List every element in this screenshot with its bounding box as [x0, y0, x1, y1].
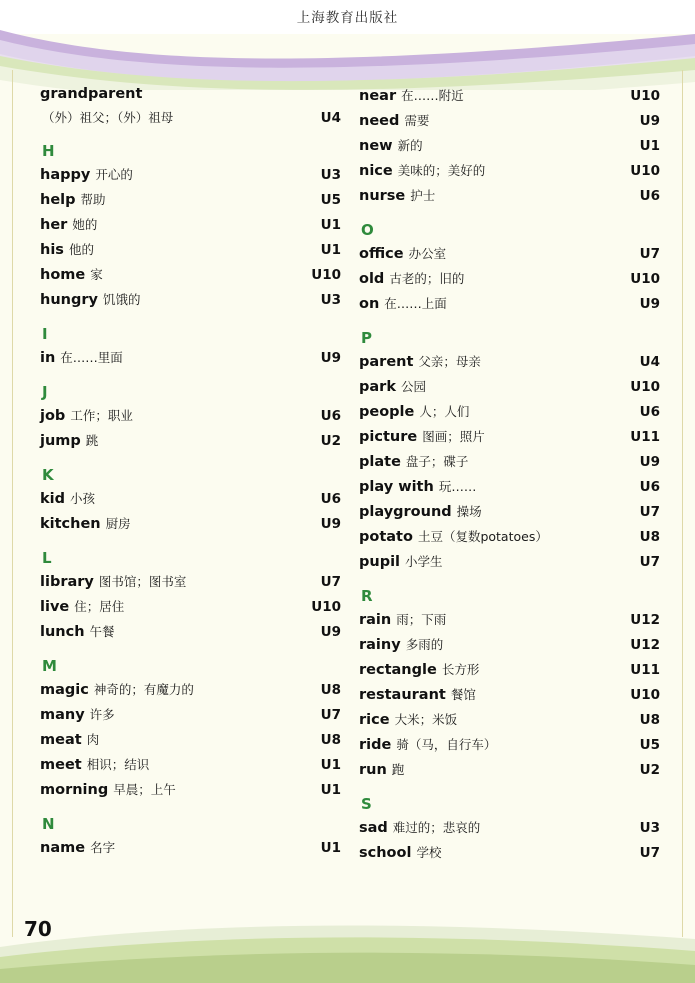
entry-word: parent — [359, 354, 414, 370]
entry-unit: U7 — [320, 707, 341, 723]
entry-word: meat — [40, 732, 82, 748]
entry-gloss: 新的 — [397, 138, 423, 153]
entry-word: morning — [40, 782, 109, 798]
entry-unit: U4 — [320, 110, 341, 126]
entry-word: plate — [359, 454, 401, 470]
entry-unit: U3 — [639, 820, 660, 836]
entry-unit: U9 — [639, 454, 660, 470]
entry-unit: U1 — [320, 840, 341, 856]
entry-word: pupil — [359, 554, 401, 570]
entry-gloss: 美味的；美好的 — [397, 163, 486, 178]
entry-gloss: 骑（马，自行车） — [396, 737, 497, 752]
entry-gloss: 住；居住 — [74, 599, 125, 614]
entry-unit: U12 — [630, 612, 660, 628]
glossary-entry — [40, 265, 341, 288]
entry-unit: U2 — [639, 762, 660, 778]
entry-unit: U9 — [320, 624, 341, 640]
entry-unit: U1 — [320, 217, 341, 233]
entry-word: ride — [359, 737, 392, 753]
entry-word: sad — [359, 820, 388, 836]
entry-gloss: 人；人们 — [419, 404, 470, 419]
entry-unit: U8 — [639, 529, 660, 545]
entry-word: kid — [40, 491, 65, 507]
entry-gloss: 办公室 — [408, 246, 447, 261]
glossary-entry — [40, 190, 341, 213]
entry-unit: U9 — [320, 516, 341, 532]
entry-unit: U10 — [630, 379, 660, 395]
glossary-entry — [359, 685, 660, 708]
entry-gloss: 开心的 — [95, 167, 133, 182]
entry-gloss: 玩…… — [438, 479, 477, 494]
bottom-swoosh-icon — [0, 913, 695, 983]
entry-gloss: 多雨的 — [405, 637, 444, 652]
entry-word: rectangle — [359, 662, 437, 678]
entry-word: nurse — [359, 188, 406, 204]
glossary-entry — [40, 514, 341, 537]
entry-gloss: 图画；照片 — [422, 429, 485, 444]
glossary-entry — [359, 735, 660, 758]
glossary-entry — [359, 552, 660, 575]
entry-unit: U6 — [320, 491, 341, 507]
entry-word: picture — [359, 429, 418, 445]
top-swoosh-icon — [0, 0, 695, 90]
glossary-entry — [40, 290, 341, 313]
glossary-entry — [359, 111, 660, 134]
entry-gloss: 她的 — [72, 217, 98, 232]
entry-unit: U7 — [639, 845, 660, 861]
glossary-entry — [40, 572, 341, 595]
glossary-entry — [359, 527, 660, 550]
glossary-entry — [40, 780, 341, 803]
letter-heading-r: R — [361, 587, 373, 605]
entry-unit: U9 — [639, 113, 660, 129]
entry-gloss: 雨；下雨 — [396, 612, 447, 627]
letter-heading-p: P — [361, 329, 372, 347]
entry-gloss: 名字 — [90, 840, 116, 855]
entry-unit: U6 — [320, 408, 341, 424]
entry-gloss: 盘子；碟子 — [405, 454, 469, 469]
glossary-entry — [359, 843, 660, 866]
glossary-entry — [359, 610, 660, 633]
entry-word: jump — [40, 433, 81, 449]
glossary-entry — [40, 838, 341, 861]
glossary-entry — [359, 452, 660, 475]
entry-word: office — [359, 246, 404, 262]
entry-gloss: 肉 — [86, 732, 100, 747]
glossary-entry — [40, 165, 341, 188]
glossary-entry — [40, 489, 341, 512]
glossary-entry — [359, 818, 660, 841]
entry-word: potato — [359, 529, 413, 545]
entry-gloss: 操场 — [456, 504, 482, 519]
entry-gloss: 需要 — [404, 113, 430, 128]
glossary-entry — [40, 755, 341, 778]
entry-unit: U7 — [639, 554, 660, 570]
entry-word: rainy — [359, 637, 401, 653]
entry-unit: U2 — [320, 433, 341, 449]
entry-unit: U1 — [320, 757, 341, 773]
letter-heading-o: O — [361, 221, 374, 239]
entry-word: people — [359, 404, 415, 420]
entry-unit: U8 — [320, 682, 341, 698]
glossary-entry — [359, 660, 660, 683]
entry-word: rice — [359, 712, 390, 728]
entry-unit: U10 — [630, 88, 660, 104]
entry-word: job — [40, 408, 66, 424]
entry-unit: U3 — [320, 292, 341, 308]
glossary-entry — [40, 622, 341, 645]
entry-unit: U9 — [320, 350, 341, 366]
glossary-entry — [40, 348, 341, 371]
entry-gloss: 大米；米饭 — [394, 712, 458, 727]
entry-word: new — [359, 138, 393, 154]
entry-unit: U7 — [639, 504, 660, 520]
entry-gloss: 在……上面 — [384, 296, 447, 311]
entry-unit: U6 — [639, 188, 660, 204]
letter-heading-h: H — [42, 142, 55, 160]
entry-gloss: 在……里面 — [60, 350, 123, 365]
glossary-entry — [359, 760, 660, 783]
glossary-entry — [359, 502, 660, 525]
entry-word: in — [40, 350, 56, 366]
top-decoration — [0, 0, 695, 90]
entry-unit: U7 — [320, 574, 341, 590]
entry-unit: U10 — [630, 163, 660, 179]
entry-word: kitchen — [40, 516, 101, 532]
entry-word: library — [40, 574, 94, 590]
entry-unit: U6 — [639, 404, 660, 420]
glossary-entry — [359, 244, 660, 267]
glossary-entry — [359, 635, 660, 658]
entry-gloss: 学校 — [416, 845, 442, 860]
entry-unit: U7 — [639, 246, 660, 262]
glossary-entry — [359, 477, 660, 500]
entry-word: nice — [359, 163, 393, 179]
letter-heading-n: N — [42, 815, 55, 833]
entry-gloss: 相识；结识 — [86, 757, 150, 772]
entry-word: live — [40, 599, 70, 615]
entry-word: help — [40, 192, 76, 208]
entry-word: restaurant — [359, 687, 446, 703]
entry-unit: U5 — [320, 192, 341, 208]
entry-gloss: 工作；职业 — [70, 408, 133, 423]
glossary-entry — [359, 427, 660, 450]
entry-gloss: 难过的；悲哀的 — [392, 820, 481, 835]
entry-word: school — [359, 845, 412, 861]
entry-gloss: 小学生 — [405, 554, 443, 569]
left-column — [40, 86, 341, 868]
entry-gloss: 饥饿的 — [102, 292, 141, 307]
glossary-entry — [40, 597, 341, 620]
publisher-title: 上海教育出版社 — [296, 10, 399, 26]
entry-word: her — [40, 217, 68, 233]
entry-word: magic — [40, 682, 89, 698]
entry-unit: U6 — [639, 479, 660, 495]
entry-unit: U10 — [630, 687, 660, 703]
glossary-entry — [359, 136, 660, 159]
right-column — [359, 86, 660, 868]
letter-heading-k: K — [42, 466, 54, 484]
entry-word: need — [359, 113, 400, 129]
glossary-entry — [359, 710, 660, 733]
entry-gloss: 小孩 — [70, 491, 96, 506]
entry-word: name — [40, 840, 86, 856]
letter-heading-m: M — [42, 657, 57, 675]
entry-gloss: 长方形 — [441, 662, 480, 677]
entry-word: hungry — [40, 292, 98, 308]
glossary-entry — [40, 86, 341, 109]
entry-gloss: 护士 — [410, 188, 436, 203]
letter-heading-j: J — [42, 383, 48, 401]
entry-word: home — [40, 267, 86, 283]
entry-unit: U11 — [630, 662, 660, 678]
glossary-entry — [359, 402, 660, 425]
glossary-entry — [40, 705, 341, 728]
entry-word: many — [40, 707, 85, 723]
entry-unit: U10 — [630, 271, 660, 287]
entry-gloss: 土豆（复数potatoes） — [417, 529, 548, 544]
glossary-entry — [40, 680, 341, 703]
entry-gloss: （外）祖父；（外）祖母 — [42, 110, 174, 125]
left-rule — [12, 70, 13, 937]
entry-unit: U11 — [630, 429, 660, 445]
entry-word: meet — [40, 757, 82, 773]
glossary-entry — [359, 161, 660, 184]
entry-word: park — [359, 379, 396, 395]
entry-word: his — [40, 242, 64, 258]
entry-gloss: 早晨；上午 — [113, 782, 176, 797]
entry-word: rain — [359, 612, 392, 628]
entry-gloss: 午餐 — [89, 624, 115, 639]
letter-heading-l: L — [42, 549, 52, 567]
glossary-entry — [40, 431, 341, 454]
entry-gloss: 父亲；母亲 — [418, 354, 481, 369]
entry-unit: U1 — [320, 242, 341, 258]
glossary-entry — [359, 186, 660, 209]
entry-word: old — [359, 271, 385, 287]
entry-word: lunch — [40, 624, 85, 640]
bottom-decoration — [0, 913, 695, 983]
glossary-entry — [40, 215, 341, 238]
entry-gloss: 古老的；旧的 — [389, 271, 465, 286]
entry-gloss: 图书馆；图书室 — [98, 574, 187, 589]
entry-gloss: 神奇的；有魔力的 — [93, 682, 194, 697]
glossary-entry — [359, 352, 660, 375]
glossary-entry-continuation — [40, 108, 341, 130]
glossary-entry — [359, 377, 660, 400]
letter-heading-s: S — [361, 795, 372, 813]
entry-unit: U5 — [639, 737, 660, 753]
entry-word: play with — [359, 479, 434, 495]
entry-gloss: 帮助 — [80, 192, 106, 207]
right-rule — [682, 70, 683, 937]
entry-unit: U8 — [320, 732, 341, 748]
entry-unit: U10 — [311, 599, 341, 615]
entry-unit: U1 — [639, 138, 660, 154]
glossary-entry — [359, 294, 660, 317]
entry-unit: U4 — [639, 354, 660, 370]
glossary-entry — [359, 86, 660, 109]
entry-gloss: 许多 — [89, 707, 115, 722]
entry-unit: U3 — [320, 167, 341, 183]
entry-gloss: 在……附近 — [401, 88, 464, 103]
entry-word: playground — [359, 504, 452, 520]
entry-word: on — [359, 296, 380, 312]
entry-gloss: 他的 — [68, 242, 94, 257]
letter-heading-i: I — [42, 325, 48, 343]
entry-word: near — [359, 88, 397, 104]
entry-gloss: 家 — [90, 267, 103, 282]
page-number: 70 — [24, 917, 52, 941]
entry-gloss: 跳 — [85, 433, 99, 448]
glossary-entry — [40, 730, 341, 753]
entry-unit: U10 — [311, 267, 341, 283]
glossary-entry — [359, 269, 660, 292]
glossary-columns — [40, 86, 660, 868]
entry-word: happy — [40, 167, 91, 183]
entry-unit: U12 — [630, 637, 660, 653]
entry-gloss: 餐馆 — [450, 687, 476, 702]
entry-unit: U8 — [639, 712, 660, 728]
entry-word: grandparent — [40, 86, 143, 102]
entry-unit: U1 — [320, 782, 341, 798]
entry-unit: U9 — [639, 296, 660, 312]
glossary-entry — [40, 240, 341, 263]
entry-gloss: 厨房 — [105, 516, 131, 531]
entry-word: run — [359, 762, 387, 778]
entry-gloss: 跑 — [391, 762, 405, 777]
entry-gloss: 公园 — [400, 379, 426, 394]
glossary-entry — [40, 406, 341, 429]
